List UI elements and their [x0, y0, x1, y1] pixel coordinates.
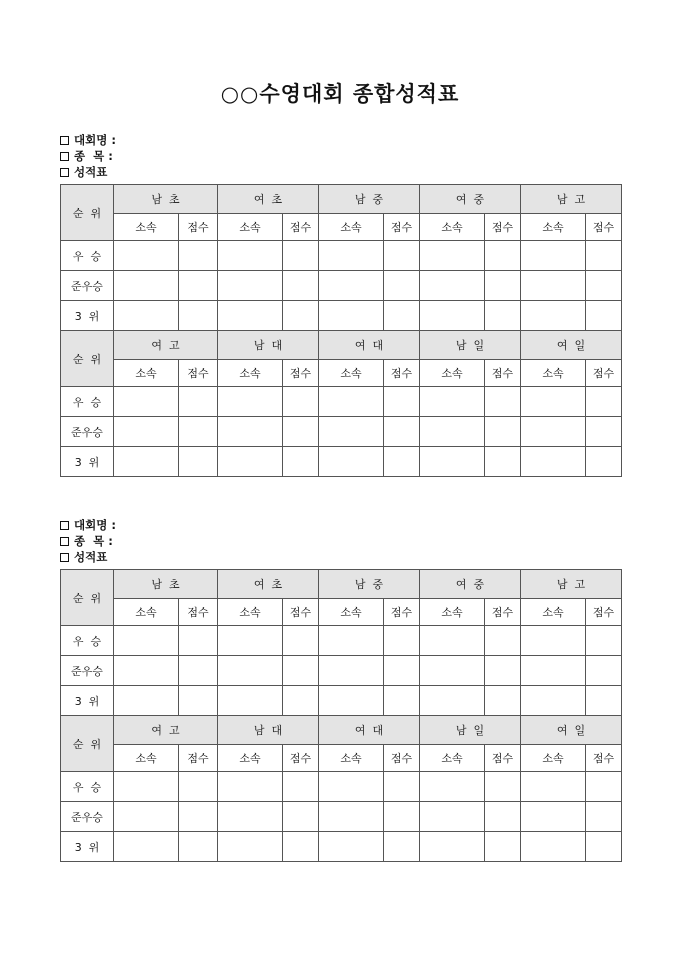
affiliation-cell[interactable] [218, 447, 283, 477]
score-cell[interactable] [384, 241, 420, 271]
affiliation-cell[interactable] [521, 417, 586, 447]
rank-header: 순 위 [61, 185, 114, 241]
checkbox-icon [60, 136, 69, 145]
group-header: 남 중 [319, 570, 420, 599]
score-cell[interactable] [283, 832, 319, 862]
score-cell[interactable] [179, 447, 218, 477]
group-header: 남 대 [218, 331, 319, 360]
score-header: 점수 [586, 745, 622, 772]
affiliation-header: 소속 [420, 214, 485, 241]
score-header: 점수 [283, 214, 319, 241]
score-cell[interactable] [586, 417, 622, 447]
score-cell[interactable] [485, 686, 521, 716]
rank-label: 준우승 [61, 417, 114, 447]
page-title: ○○수영대회 종합성적표 [220, 81, 460, 106]
affiliation-cell[interactable] [319, 686, 384, 716]
affiliation-cell[interactable] [420, 387, 485, 417]
affiliation-cell[interactable] [420, 686, 485, 716]
rank-header: 순 위 [61, 570, 114, 626]
score-header: 점수 [586, 214, 622, 241]
score-cell[interactable] [179, 772, 218, 802]
affiliation-cell[interactable] [218, 387, 283, 417]
score-cell[interactable] [384, 301, 420, 331]
affiliation-cell[interactable] [319, 447, 384, 477]
affiliation-header: 소속 [319, 745, 384, 772]
group-header: 여 초 [218, 570, 319, 599]
score-cell[interactable] [179, 832, 218, 862]
score-cell[interactable] [179, 301, 218, 331]
results-table [60, 184, 622, 477]
affiliation-cell[interactable] [114, 626, 179, 656]
affiliation-cell[interactable] [319, 417, 384, 447]
group-header: 남 초 [114, 185, 218, 214]
affiliation-cell[interactable] [218, 417, 283, 447]
score-cell[interactable] [485, 301, 521, 331]
rank-label: 3 위 [61, 832, 114, 862]
affiliation-header: 소속 [218, 214, 283, 241]
affiliation-cell[interactable] [521, 772, 586, 802]
score-header: 점수 [384, 360, 420, 387]
affiliation-cell[interactable] [420, 832, 485, 862]
table-row [61, 241, 622, 271]
score-cell[interactable] [485, 241, 521, 271]
table-row [61, 772, 622, 802]
affiliation-cell[interactable] [114, 271, 179, 301]
group-header: 여 일 [521, 331, 622, 360]
table-row [61, 387, 622, 417]
affiliation-cell[interactable] [319, 387, 384, 417]
info-event [60, 148, 621, 164]
affiliation-header: 소속 [521, 360, 586, 387]
checkbox-icon [60, 537, 69, 546]
score-cell[interactable] [586, 447, 622, 477]
score-cell[interactable] [179, 417, 218, 447]
affiliation-cell[interactable] [114, 447, 179, 477]
affiliation-cell[interactable] [218, 772, 283, 802]
affiliation-cell[interactable] [114, 656, 179, 686]
score-cell[interactable] [485, 832, 521, 862]
score-cell[interactable] [485, 626, 521, 656]
group-header: 여 고 [114, 716, 218, 745]
info-results-label: 성적표 [74, 550, 108, 564]
affiliation-header: 소속 [319, 214, 384, 241]
affiliation-header: 소속 [521, 599, 586, 626]
table-row [61, 656, 622, 686]
score-cell[interactable] [179, 802, 218, 832]
group-header: 여 대 [319, 331, 420, 360]
affiliation-cell[interactable] [319, 241, 384, 271]
info-event-label: 종 목 : [74, 534, 113, 548]
checkbox-icon [60, 553, 69, 562]
affiliation-cell[interactable] [218, 832, 283, 862]
score-cell[interactable] [485, 447, 521, 477]
group-header: 남 고 [521, 185, 622, 214]
affiliation-header: 소속 [218, 599, 283, 626]
score-cell[interactable] [384, 447, 420, 477]
score-cell[interactable] [283, 301, 319, 331]
group-header: 남 초 [114, 570, 218, 599]
affiliation-cell[interactable] [319, 626, 384, 656]
affiliation-cell[interactable] [420, 417, 485, 447]
score-header: 점수 [485, 599, 521, 626]
affiliation-cell[interactable] [521, 387, 586, 417]
score-cell[interactable] [283, 626, 319, 656]
score-header: 점수 [384, 599, 420, 626]
rank-label: 3 위 [61, 301, 114, 331]
affiliation-cell[interactable] [420, 626, 485, 656]
affiliation-cell[interactable] [114, 832, 179, 862]
affiliation-cell[interactable] [521, 241, 586, 271]
affiliation-header: 소속 [218, 745, 283, 772]
score-cell[interactable] [283, 656, 319, 686]
score-header: 점수 [283, 599, 319, 626]
checkbox-icon [60, 152, 69, 161]
score-cell[interactable] [179, 271, 218, 301]
info-meet-name-label: 대회명 : [74, 133, 116, 147]
score-cell[interactable] [586, 802, 622, 832]
table-row [61, 832, 622, 862]
rank-label: 우 승 [61, 626, 114, 656]
affiliation-cell[interactable] [420, 241, 485, 271]
affiliation-cell[interactable] [521, 656, 586, 686]
affiliation-cell[interactable] [114, 241, 179, 271]
affiliation-cell[interactable] [114, 772, 179, 802]
score-header: 점수 [485, 745, 521, 772]
info-meet-name-label: 대회명 : [74, 518, 116, 532]
group-header: 여 고 [114, 331, 218, 360]
rank-label: 준우승 [61, 271, 114, 301]
score-cell[interactable] [179, 656, 218, 686]
score-cell[interactable] [485, 271, 521, 301]
affiliation-cell[interactable] [319, 301, 384, 331]
affiliation-header: 소속 [420, 745, 485, 772]
score-cell[interactable] [384, 271, 420, 301]
affiliation-cell[interactable] [319, 271, 384, 301]
results-section-1 [60, 132, 621, 477]
affiliation-cell[interactable] [114, 301, 179, 331]
rank-label: 우 승 [61, 772, 114, 802]
rank-label: 3 위 [61, 686, 114, 716]
affiliation-cell[interactable] [521, 802, 586, 832]
table-row [61, 626, 622, 656]
score-cell[interactable] [384, 387, 420, 417]
info-results [60, 164, 621, 180]
affiliation-header: 소속 [114, 599, 179, 626]
affiliation-cell[interactable] [218, 626, 283, 656]
score-cell[interactable] [586, 271, 622, 301]
rank-label: 3 위 [61, 447, 114, 477]
score-cell[interactable] [283, 802, 319, 832]
checkbox-icon [60, 521, 69, 530]
affiliation-cell[interactable] [521, 447, 586, 477]
score-header: 점수 [586, 599, 622, 626]
group-header: 남 고 [521, 570, 622, 599]
score-cell[interactable] [485, 772, 521, 802]
affiliation-cell[interactable] [218, 656, 283, 686]
group-header: 남 일 [420, 331, 521, 360]
results-table [60, 569, 622, 862]
score-cell[interactable] [179, 241, 218, 271]
rank-header: 순 위 [61, 716, 114, 772]
score-cell[interactable] [586, 772, 622, 802]
table-row [61, 686, 622, 716]
info-results [60, 549, 621, 565]
score-cell[interactable] [586, 686, 622, 716]
affiliation-cell[interactable] [420, 656, 485, 686]
affiliation-header: 소속 [521, 214, 586, 241]
affiliation-header: 소속 [420, 599, 485, 626]
score-header: 점수 [283, 745, 319, 772]
affiliation-header: 소속 [114, 214, 179, 241]
score-cell[interactable] [283, 686, 319, 716]
info-results-label: 성적표 [74, 165, 108, 179]
score-header: 점수 [384, 745, 420, 772]
group-header: 여 일 [521, 716, 622, 745]
affiliation-cell[interactable] [218, 802, 283, 832]
affiliation-cell[interactable] [114, 387, 179, 417]
affiliation-cell[interactable] [114, 417, 179, 447]
affiliation-cell[interactable] [420, 772, 485, 802]
affiliation-cell[interactable] [218, 271, 283, 301]
group-header: 여 중 [420, 185, 521, 214]
affiliation-cell[interactable] [420, 301, 485, 331]
score-cell[interactable] [586, 387, 622, 417]
score-cell[interactable] [586, 832, 622, 862]
score-header: 점수 [384, 214, 420, 241]
score-cell[interactable] [283, 772, 319, 802]
score-header: 점수 [586, 360, 622, 387]
score-header: 점수 [179, 214, 218, 241]
info-event-label: 종 목 : [74, 149, 113, 163]
score-cell[interactable] [384, 832, 420, 862]
affiliation-cell[interactable] [521, 301, 586, 331]
affiliation-header: 소속 [218, 360, 283, 387]
score-cell[interactable] [179, 387, 218, 417]
affiliation-cell[interactable] [521, 271, 586, 301]
score-cell[interactable] [283, 271, 319, 301]
score-cell[interactable] [485, 656, 521, 686]
score-cell[interactable] [586, 626, 622, 656]
group-header: 여 초 [218, 185, 319, 214]
score-cell[interactable] [586, 241, 622, 271]
score-cell[interactable] [384, 626, 420, 656]
score-cell[interactable] [283, 387, 319, 417]
score-header: 점수 [179, 360, 218, 387]
score-cell[interactable] [283, 417, 319, 447]
score-cell[interactable] [384, 802, 420, 832]
score-header: 점수 [485, 214, 521, 241]
score-cell[interactable] [384, 772, 420, 802]
affiliation-header: 소속 [319, 360, 384, 387]
affiliation-cell[interactable] [420, 802, 485, 832]
score-cell[interactable] [384, 417, 420, 447]
affiliation-cell[interactable] [521, 832, 586, 862]
score-cell[interactable] [283, 241, 319, 271]
affiliation-cell[interactable] [521, 686, 586, 716]
affiliation-header: 소속 [420, 360, 485, 387]
rank-label: 우 승 [61, 387, 114, 417]
score-cell[interactable] [384, 686, 420, 716]
score-header: 점수 [485, 360, 521, 387]
score-header: 점수 [179, 745, 218, 772]
group-header: 남 일 [420, 716, 521, 745]
group-header: 여 중 [420, 570, 521, 599]
affiliation-header: 소속 [319, 599, 384, 626]
info-meet-name [60, 132, 621, 148]
affiliation-cell[interactable] [218, 686, 283, 716]
info-event [60, 533, 621, 549]
score-cell[interactable] [586, 656, 622, 686]
score-cell[interactable] [179, 686, 218, 716]
affiliation-cell[interactable] [319, 802, 384, 832]
score-cell[interactable] [283, 447, 319, 477]
table-row [61, 301, 622, 331]
affiliation-cell[interactable] [420, 447, 485, 477]
affiliation-header: 소속 [114, 745, 179, 772]
score-cell[interactable] [485, 802, 521, 832]
table-row [61, 271, 622, 301]
table-row [61, 802, 622, 832]
group-header: 남 중 [319, 185, 420, 214]
affiliation-cell[interactable] [420, 271, 485, 301]
affiliation-header: 소속 [114, 360, 179, 387]
affiliation-cell[interactable] [218, 301, 283, 331]
rank-label: 우 승 [61, 241, 114, 271]
group-header: 여 대 [319, 716, 420, 745]
group-header: 남 대 [218, 716, 319, 745]
score-cell[interactable] [384, 656, 420, 686]
info-meet-name [60, 517, 621, 533]
affiliation-cell[interactable] [319, 772, 384, 802]
table-row [61, 447, 622, 477]
results-section-2 [60, 517, 621, 862]
score-cell[interactable] [485, 387, 521, 417]
checkbox-icon [60, 168, 69, 177]
table-row [61, 417, 622, 447]
rank-header: 순 위 [61, 331, 114, 387]
affiliation-cell[interactable] [319, 832, 384, 862]
affiliation-header: 소속 [521, 745, 586, 772]
score-cell[interactable] [485, 417, 521, 447]
affiliation-cell[interactable] [319, 656, 384, 686]
affiliation-cell[interactable] [218, 241, 283, 271]
affiliation-cell[interactable] [521, 626, 586, 656]
score-cell[interactable] [586, 301, 622, 331]
rank-label: 준우승 [61, 802, 114, 832]
affiliation-cell[interactable] [114, 802, 179, 832]
rank-label: 준우승 [61, 656, 114, 686]
score-header: 점수 [283, 360, 319, 387]
affiliation-cell[interactable] [114, 686, 179, 716]
score-cell[interactable] [179, 626, 218, 656]
score-header: 점수 [179, 599, 218, 626]
